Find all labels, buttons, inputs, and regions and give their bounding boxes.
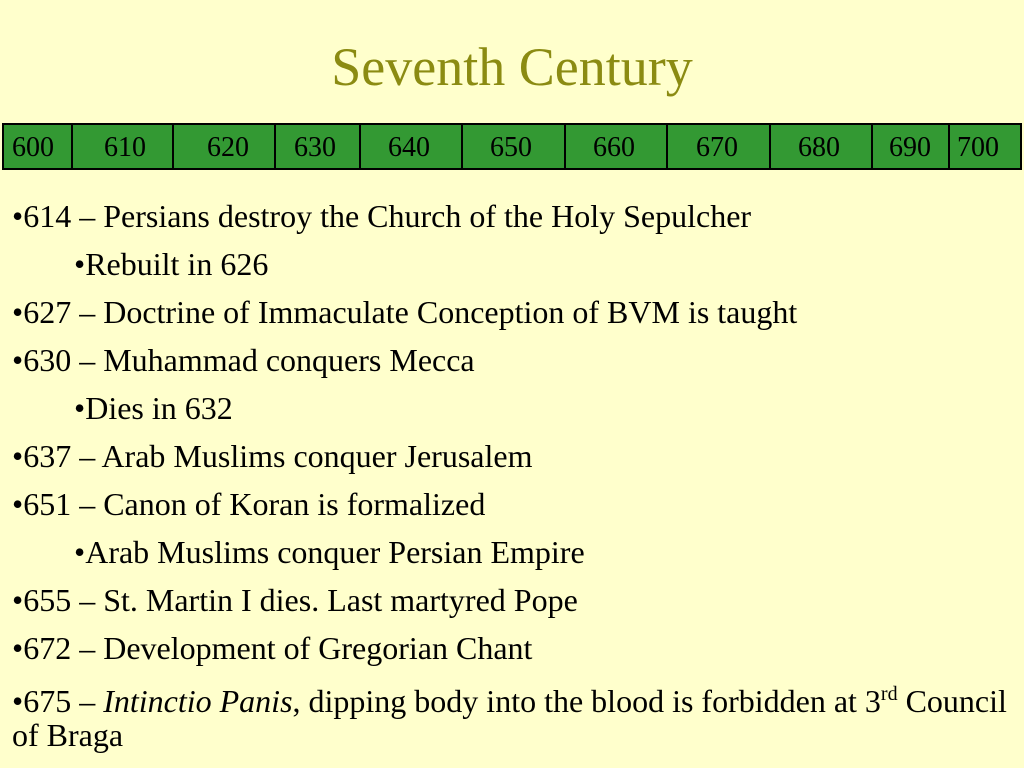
event-item [12, 196, 1012, 244]
timeline-tick-620: 620 [207, 132, 249, 163]
ordinal-superscript: rd [880, 683, 898, 705]
event-text: 651 – Canon of Koran is formalized [23, 486, 486, 522]
event-text: 614 – Persians destroy the Church of the Holy Sepulcher [23, 198, 752, 234]
bullet-glyph: • [12, 683, 24, 719]
timeline-divider [172, 125, 174, 168]
timeline-divider [564, 125, 566, 168]
event-text: Dies in 632 [85, 390, 233, 426]
timeline-tick-610: 610 [104, 132, 146, 163]
event-subitem [12, 388, 1012, 436]
event-item [12, 484, 1012, 532]
timeline-tick-690: 690 [889, 132, 931, 163]
event-text: 637 – Arab Muslims conquer Jerusalem [23, 438, 533, 474]
bullet-glyph: • [74, 534, 86, 570]
event-text: 655 – St. Martin I dies. Last martyred Pope [23, 582, 578, 618]
timeline-bar [2, 123, 1022, 170]
bullet-glyph: • [74, 246, 86, 282]
bullet-glyph: • [12, 486, 24, 522]
timeline-divider [461, 125, 463, 168]
event-subitem [12, 532, 1012, 580]
timeline-tick-630: 630 [294, 132, 336, 163]
timeline-tick-670: 670 [696, 132, 738, 163]
timeline-tick-700: 700 [957, 132, 999, 163]
event-text: 627 – Doctrine of Immaculate Conception of BVM is taught [23, 294, 798, 330]
bullet-glyph: • [12, 198, 24, 234]
bullet-glyph: • [12, 630, 24, 666]
bullet-glyph: • [74, 390, 86, 426]
event-text-prefix: 675 – [23, 683, 104, 719]
timeline-divider [871, 125, 873, 168]
timeline-divider [666, 125, 668, 168]
event-text: Arab Muslims conquer Persian Empire [85, 534, 585, 570]
timeline-tick-600: 600 [12, 132, 54, 163]
timeline-divider [769, 125, 771, 168]
event-item [12, 628, 1012, 676]
timeline-divider [71, 125, 73, 168]
event-item [12, 292, 1012, 340]
event-text: 630 – Muhammad conquers Mecca [23, 342, 475, 378]
event-text: 672 – Development of Gregorian Chant [23, 630, 533, 666]
event-subitem [12, 244, 1012, 292]
timeline-tick-660: 660 [593, 132, 635, 163]
timeline-tick-680: 680 [798, 132, 840, 163]
timeline-divider [359, 125, 361, 168]
timeline-divider [274, 125, 276, 168]
bullet-glyph: • [12, 294, 24, 330]
bullet-glyph: • [12, 582, 24, 618]
event-text: Rebuilt in 626 [85, 246, 269, 282]
event-text-middle: , dipping body into the blood is forbidden at 3 [292, 683, 881, 719]
bullet-glyph: • [12, 342, 24, 378]
event-item [12, 684, 1012, 752]
event-item [12, 436, 1012, 484]
event-item [12, 340, 1012, 388]
latin-term: Intinctio Panis [103, 683, 293, 719]
slide-title: Seventh Century [331, 37, 693, 97]
event-text-suffix: Council of Braga [12, 683, 1007, 753]
timeline-divider [948, 125, 950, 168]
timeline-tick-650: 650 [490, 132, 532, 163]
timeline-tick-640: 640 [388, 132, 430, 163]
event-item [12, 580, 1012, 628]
bullet-glyph: • [12, 438, 24, 474]
event-list [12, 196, 1012, 752]
